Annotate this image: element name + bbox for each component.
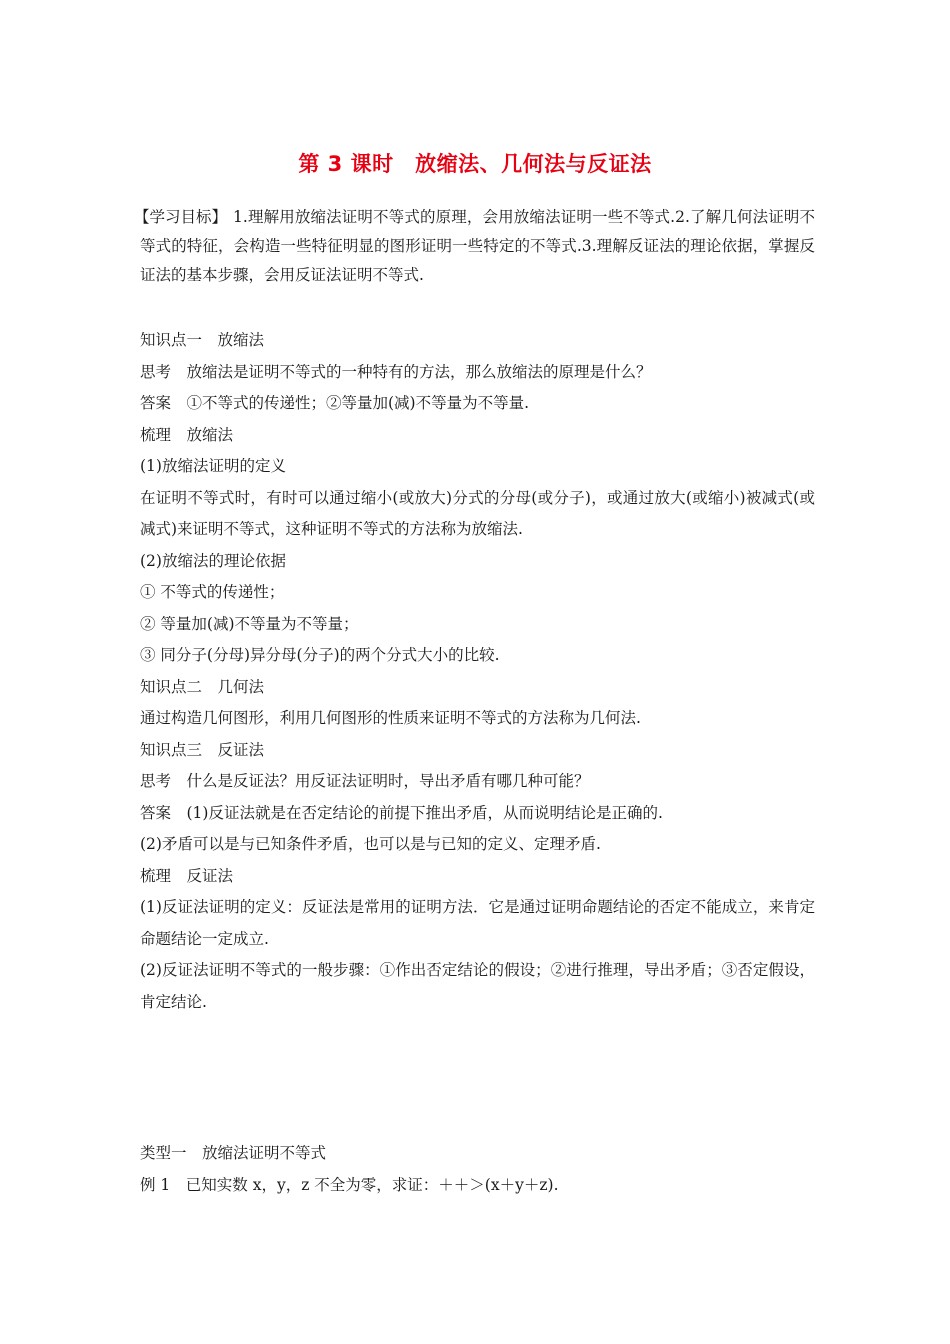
kp1-basis-item-1: ① 不等式的传递性； bbox=[140, 583, 285, 601]
kp1-answer: 答案 ①不等式的传递性；②等量加(减)不等量为不等量. bbox=[140, 394, 530, 412]
kp1-summary-heading: 梳理 放缩法 bbox=[140, 425, 234, 444]
kp3-answer-2: (2)矛盾可以是与已知条件矛盾，也可以是与已知的定义、定理矛盾. bbox=[140, 835, 601, 853]
kp3-steps-text: (2)反证法证明不等式的一般步骤：①作出否定结论的假设；②进行推理，导出矛盾；③否定假设，肯定结论. bbox=[140, 961, 815, 1011]
learning-goals bbox=[134, 203, 815, 290]
knowledge-points bbox=[140, 325, 815, 1018]
kp1-basis-item-2: ② 等量加(减)不等量为不等量； bbox=[140, 614, 359, 633]
type1-section bbox=[140, 1138, 815, 1201]
kp3-def-text: (1)反证法证明的定义：反证法是常用的证明方法．它是通过证明命题结论的否定不能成立，来肯定命题结论一定成立. bbox=[140, 898, 815, 948]
kp3-question: 思考 什么是反证法？用反证法证明时，导出矛盾有哪几种可能？ bbox=[140, 772, 590, 790]
example-1: 例 1 已知实数 x，y，z 不全为零，求证：＋＋＞(x＋y＋z). bbox=[140, 1175, 559, 1194]
kp2-heading: 知识点二 几何法 bbox=[140, 677, 265, 696]
kp1-def-heading: (1)放缩法证明的定义 bbox=[140, 457, 286, 475]
type1-heading: 类型一 放缩法证明不等式 bbox=[140, 1144, 327, 1162]
kp2-text: 通过构造几何图形，利用几何图形的性质来证明不等式的方法称为几何法. bbox=[140, 709, 641, 727]
kp1-heading: 知识点一 放缩法 bbox=[140, 331, 265, 349]
kp3-heading: 知识点三 反证法 bbox=[140, 740, 265, 759]
kp3-summary-heading: 梳理 反证法 bbox=[140, 866, 234, 885]
lesson-title: 第 3 课时 放缩法、几何法与反证法 bbox=[298, 152, 652, 176]
learning-goals-label: 【学习目标】 bbox=[134, 208, 228, 226]
learning-goals-text: 1.理解用放缩法证明不等式的原理，会用放缩法证明一些不等式.2.了解几何法证明不等式的特征，会构造一些特征明显的图形证明一些特定的不等式.3.理解反证法的理论依据，掌握反证法的基本步骤，会用反证法证明不等式. bbox=[140, 208, 815, 284]
kp1-question: 思考 放缩法是证明不等式的一种特有的方法，那么放缩法的原理是什么？ bbox=[140, 362, 652, 381]
kp1-basis-item-3: ③ 同分子(分母)异分母(分子)的两个分式大小的比较. bbox=[140, 646, 500, 664]
kp3-answer-1: 答案 (1)反证法就是在否定结论的前提下推出矛盾，从而说明结论是正确的. bbox=[140, 803, 663, 822]
kp1-def-text: 在证明不等式时，有时可以通过缩小(或放大)分式的分母(或分子)，或通过放大(或缩小)被减式(或减式)来证明不等式，这种证明不等式的方法称为放缩法. bbox=[140, 488, 815, 538]
kp1-basis-heading: (2)放缩法的理论依据 bbox=[140, 551, 286, 570]
